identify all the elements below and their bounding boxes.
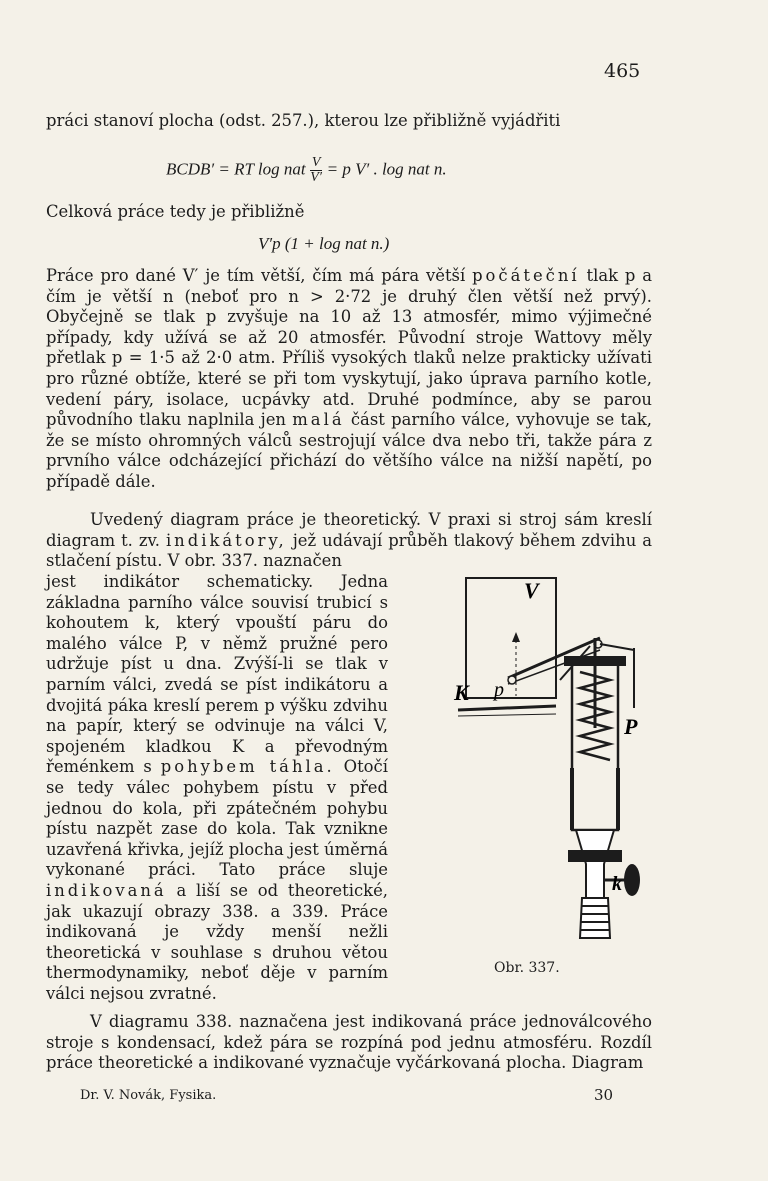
intro-line: práci stanoví plocha (odst. 257.), kterou lze přibližně vyjádřiti (46, 111, 561, 130)
support-arm (600, 644, 634, 650)
valve-handle (624, 864, 640, 896)
label-p: p (494, 679, 504, 701)
paragraph-1-spaced: počáteční (472, 266, 580, 285)
threaded-pipe (580, 898, 610, 938)
paragraph-2 (46, 510, 652, 572)
lever-lower (508, 650, 600, 684)
formula-1-left: BCDB′ = RT log nat (166, 159, 306, 179)
formula-2-text: V′p (1 + log nat n.) (258, 234, 390, 253)
page-number: 465 (604, 60, 641, 82)
paragraph-1-c: část parního válce, vyhovuje se tak, že se místo ohromných válců sestrojují válce dva nebo tři, takže pára z prvního válce odcházející přichází do většího válce na nižší napětí, po případě dále. (46, 410, 652, 491)
paragraph-1 (46, 266, 652, 493)
footer-sheet-number: 30 (594, 1086, 614, 1104)
formula-1-right: = p V′ . log nat n. (326, 159, 447, 179)
label-K: K (454, 680, 469, 705)
narrow-text-spaced1: pohybem táhla. (160, 757, 335, 777)
paragraph-2-b: jež udávají průběh tlakový během zdvihu a stlačení pístu. V obr. 337. naznačen (46, 530, 652, 571)
narrow-column-text (46, 572, 388, 1004)
label-k: k (612, 873, 622, 895)
narrow-text-spaced2: indikovaná (46, 880, 167, 900)
narrow-text-b: Otočí se tedy válec pohybem pístu v před jednou do kola, při zpátečném pohybu pístu nazpět zase do kola. Tak vznikne uzavřená křivka, jejíž plocha jest úměrná vykonané práci. Tato práce sluje (46, 757, 388, 880)
fraction-numerator: V (311, 155, 321, 170)
cylinder-body-lower (576, 830, 614, 898)
formula-1 (166, 156, 447, 185)
pulley-belt (458, 706, 556, 710)
narrow-text-a: jest indikátor schematicky. Jedna základna parního válce souvisí trubicí s kohoutem k, který vpouští páru do malého válce P, v němž pružné pero udržuje píst u dna. Zvýší-li se tlak v parním válci, zvedá se píst indikátoru a dvojitá páka kreslí perem p výšku zdvihu na papír, který se odvinuje na válci V, spojeném kladkou K a převodným řeménkem s (46, 572, 388, 777)
formula-1-fraction (310, 156, 323, 185)
label-P: P (624, 714, 638, 739)
valve-collar (568, 850, 622, 862)
spring (580, 672, 610, 760)
label-V: V (524, 578, 539, 603)
formula-2 (258, 234, 389, 254)
paragraph-2-spaced: indikátory, (165, 530, 287, 550)
paragraph-1-b: tlak p a čím je větší n (neboť pro n > 2·72 je druhý člen větší než prvý). Obyčejně se tlak p zvyšuje na 10 až 13 atmosfér, mimo výjimečné případy, kdy užívá se až 20 atmosfér. Původní stroje Wattovy měly přetlak p = 1·5 až 2·0 atm. Příliš vysokých tlaků nelze prakticky užívati pro různé obtíže, které se při tom vyskytují, jako úprava parního kotle, vedení páry, isolace, ucpávky atd. Druhé podmínce, aby se parou původního tlaku naplnila jen (46, 266, 652, 430)
paragraph-1-a: Práce pro dané V′ je tím větší, čím má pára větší (46, 266, 466, 285)
narrow-text-c: a liší se od theoretické, jak ukazují obrazy 338. a 339. Práce indikovaná je vždy menší nežli theoretická v souhlase s druhou větou thermodynamiky, neboť děje v parním válci nejsou zvratné. (46, 880, 388, 1003)
pen-pivot (508, 676, 516, 684)
paragraph-3: V diagramu 338. naznačena jest indikovaná práce jednoválcového stroje s kondensací, kdež pára se rozpíná pod jednu atmosféru. Rozdíl práce theoretické a indikované vyznačuje vyčárkovaná plocha. Diagram (46, 1012, 652, 1073)
paragraph-1-spaced2: malá (292, 410, 345, 430)
figure-caption: Obr. 337. (494, 960, 560, 976)
fraction-denominator: V′ (310, 170, 322, 185)
total-work-intro: Celková práce tedy je přibližně (46, 202, 305, 221)
stroke-arrow-head (512, 632, 520, 642)
footer-author: Dr. V. Novák, Fysika. (80, 1088, 217, 1103)
indicator-figure (400, 568, 660, 953)
paragraph-2-a: Uvedený diagram práce je theoretický. V praxi si stroj sám kreslí diagram t. zv. (46, 510, 652, 550)
pulley-belt-lower (458, 714, 556, 716)
